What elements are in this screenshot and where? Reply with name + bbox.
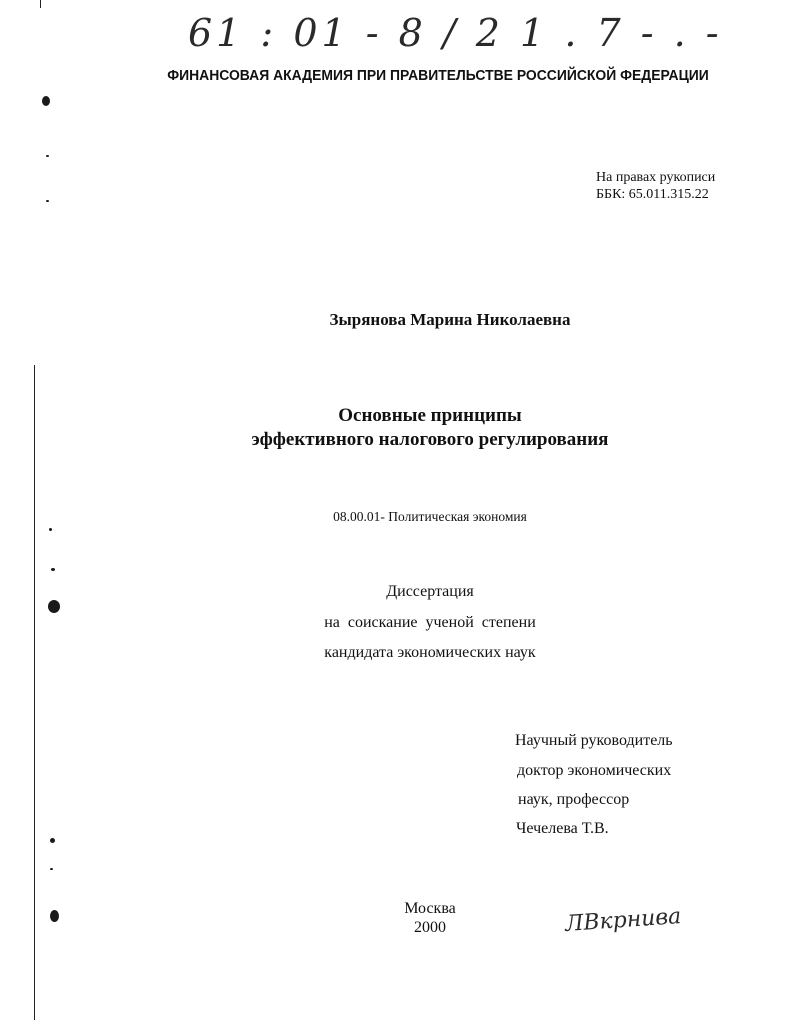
scan-mark (48, 600, 60, 613)
scan-mark (50, 910, 59, 922)
academy-heading: ФИНАНСОВАЯ АКАДЕМИЯ ПРИ ПРАВИТЕЛЬСТВЕ РОССИЙСКОЙ ФЕДЕРАЦИИ (167, 68, 709, 84)
thesis-title-line2: эффективного налогового регулирования (251, 429, 609, 450)
scan-edge-line-top (40, 0, 41, 8)
scan-mark (50, 838, 55, 843)
supervisor-name: Чечелева Т.В. (516, 820, 609, 837)
supervisor-degree: доктор экономических (517, 762, 672, 779)
thesis-title-line1: Основные принципы (338, 405, 522, 426)
year: 2000 (414, 919, 446, 936)
scan-mark (51, 568, 55, 571)
specialty-code: 08.00.01- Политическая экономия (333, 509, 527, 524)
dissertation-label: Диссертация (386, 583, 474, 600)
manuscript-rights: На правах рукописи (596, 170, 716, 185)
bbk-code: ББК: 65.011.315.22 (596, 187, 709, 202)
scan-mark (49, 528, 52, 531)
scan-edge-line (34, 365, 35, 1020)
city: Москва (404, 900, 456, 917)
degree-name: кандидата экономических наук (324, 644, 536, 661)
scan-mark (46, 155, 49, 157)
author-name: Зырянова Марина Николаевна (329, 310, 571, 329)
scan-mark (50, 868, 53, 870)
scan-mark (46, 200, 49, 202)
archive-code: 61 : 01 - 8 / 2 1 . 7 - . - (188, 11, 723, 55)
degree-line: на соискание ученой степени (324, 614, 536, 631)
signature: ЛВкрнива (564, 903, 683, 938)
scan-mark (42, 96, 50, 106)
supervisor-rank: наук, профессор (518, 791, 630, 808)
supervisor-title: Научный руководитель (515, 732, 673, 749)
